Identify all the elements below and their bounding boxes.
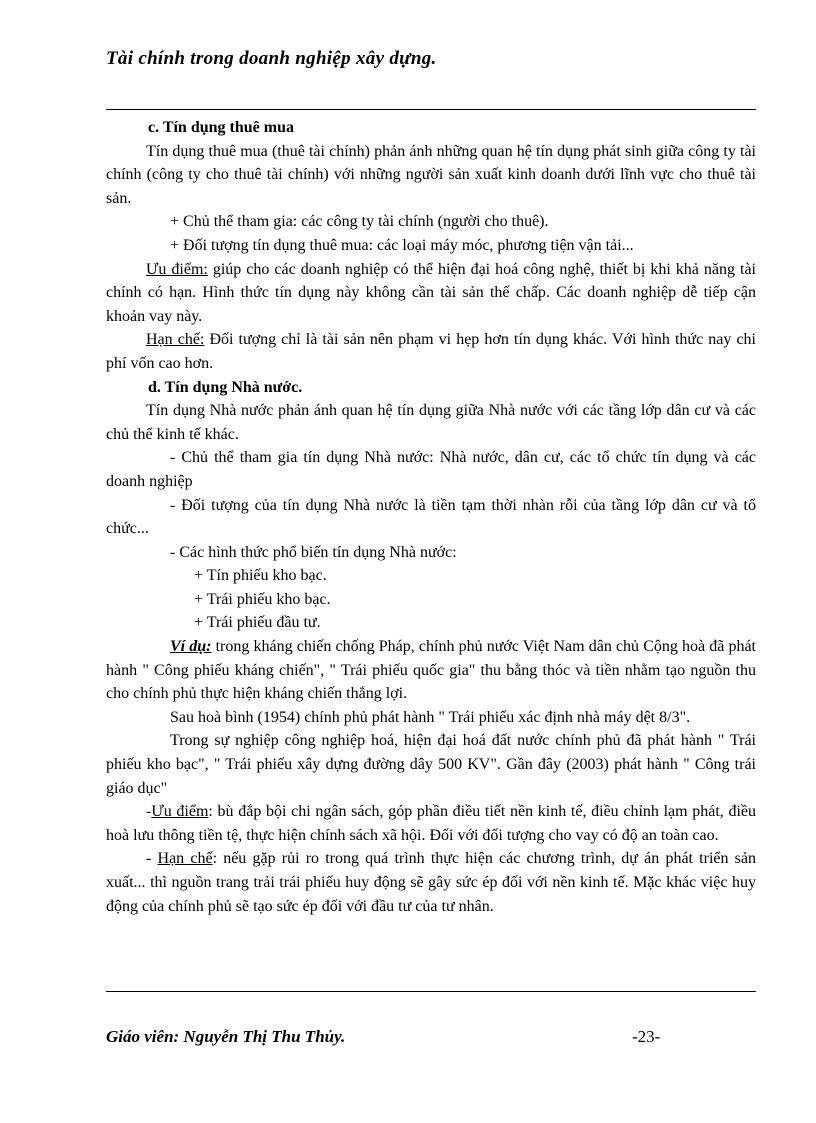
header-divider	[106, 109, 756, 110]
advantage-label: Ưu điểm	[151, 803, 209, 821]
industrialization-paragraph: Trong sự nghiệp công nghiệp hoá, hiện đại hoá đất nước chính phủ đã phát hành " Trái phiếu kho bạc", " Trái phiếu xây dựng đường dây 500 KV". Gần đây (2003) phát hành " Công trái giáo dục"	[106, 732, 756, 797]
section-d-advantage	[106, 800, 756, 847]
page-header-title: Tài chính trong doanh nghiệp xây dựng.	[106, 48, 437, 69]
section-c-limitation	[106, 328, 756, 375]
example-label: Ví dụ:	[170, 638, 212, 656]
advantage-text: giúp cho các doanh nghiệp có thể hiện đại hoá công nghệ, thiết bị khi khả năng tài chính có hạn. Hình thức tín dụng này không cần tài sản thế chấp. Các doanh nghiệp dễ tiếp cận khoản vay này.	[106, 260, 756, 325]
document-body	[106, 116, 756, 918]
example-paragraph	[106, 635, 756, 706]
section-d-dash-1: - Chủ thể tham gia tín dụng Nhà nước: Nhà nước, dân cư, các tổ chức tín dụng và các doanh nghiệp	[106, 449, 756, 490]
section-c-intro: Tín dụng thuê mua (thuê tài chính) phản ánh những quan hệ tín dụng phát sinh giữa công ty tài chính (công ty cho thuê tài chính) với những người sản xuất kinh doanh dưới lĩnh vực cho thuê tài sản.	[106, 142, 756, 207]
limitation-prefix: -	[146, 850, 158, 868]
example-text: trong kháng chiến chống Pháp, chính phủ nước Việt Nam dân chủ Cộng hoà đã phát hành " Công phiếu kháng chiến", " Trái phiếu quốc gia" thu bằng thóc và tiền nhằm tạo nguồn thu cho chính phủ thực hiện kháng chiến thắng lợi.	[106, 638, 757, 703]
limitation-label: Hạn chế	[157, 850, 213, 868]
footer-teacher: Giáo viên: Nguyễn Thị Thu Thủy.	[106, 1027, 346, 1046]
footer-divider	[106, 991, 756, 992]
form-item-2: + Trái phiếu kho bạc.	[194, 590, 331, 608]
section-d-dash-2: - Đối tượng của tín dụng Nhà nước là tiền tạm thời nhàn rỗi của tầng lớp dân cư và tổ chức...	[106, 496, 756, 538]
advantage-label: Ưu điểm:	[146, 260, 208, 278]
section-d-dash-3: - Các hình thức phổ biến tín dụng Nhà nước:	[170, 543, 457, 561]
limitation-label: Hạn chế:	[146, 331, 205, 349]
form-item-1: + Tín phiếu kho bạc.	[194, 567, 327, 585]
limitation-text: Đối tượng chỉ là tài sản nên phạm vi hẹp hơn tín dụng khác. Với hình thức nay chi phí vốn cao hơn.	[106, 331, 756, 372]
advantage-text: : bù đắp bội chi ngân sách, góp phần điều tiết nền kinh tế, điều chỉnh lạm phát, điều hoà lưu thông tiền tệ, thực hiện chính sách xã hội. Đối với đối tượng cho vay có độ an toàn cao.	[106, 803, 757, 844]
section-c-point-1: + Chủ thể tham gia: các công ty tài chính (người cho thuê).	[170, 213, 549, 231]
section-d-limitation	[106, 847, 756, 918]
section-d-heading: d. Tín dụng Nhà nước.	[148, 378, 303, 396]
form-item-3: + Trái phiếu đầu tư.	[194, 614, 321, 632]
section-c-heading: c. Tín dụng thuê mua	[148, 119, 294, 136]
section-c-advantage	[106, 258, 756, 329]
page-number: -23-	[632, 1027, 661, 1046]
section-c-point-2: + Đối tượng tín dụng thuê mua: các loại máy móc, phương tiện vận tải...	[170, 236, 634, 254]
limitation-text: : nếu gặp rủi ro trong quá trình thực hiện các chương trình, dự án phát triển sản xuất... thì nguồn trang trải trái phiếu huy động sẽ gây sức ép đối với nền kinh tế. Mặc khác việc huy động của chính phủ sẽ tạo sức ép đối với đầu tư của tư nhân.	[106, 850, 757, 915]
advantage-prefix: -	[146, 803, 152, 821]
section-d-intro: Tín dụng Nhà nước phản ánh quan hệ tín dụng giữa Nhà nước với các tầng lớp dân cư và các chủ thể kinh tế khác.	[106, 402, 756, 443]
peace-paragraph: Sau hoà bình (1954) chính phủ phát hành " Trái phiếu xác định nhà máy dệt 8/3".	[170, 708, 691, 726]
